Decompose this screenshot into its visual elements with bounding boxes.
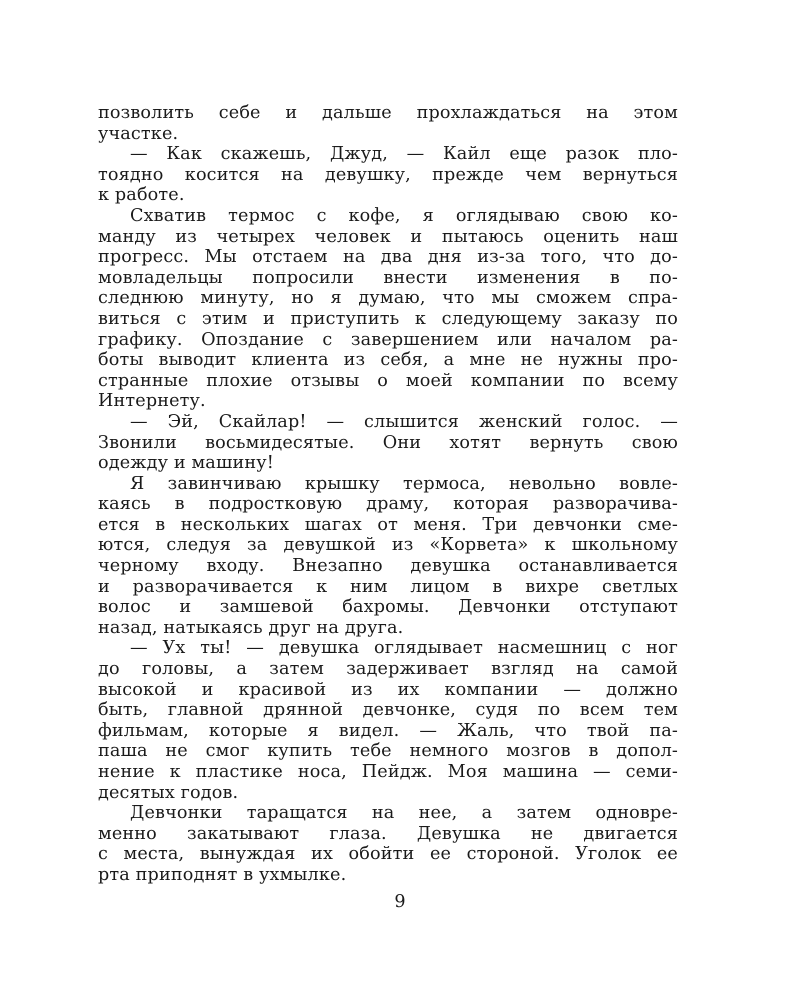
text-line: десятых годов. [98, 782, 239, 803]
text-line: назад, натыкаясь друг на друга. [98, 617, 404, 638]
text-line: черному входу. Внезапно девушка останавливается [98, 556, 678, 577]
text-line: менно закатывают глаза. Девушка не двигается [98, 823, 678, 844]
text-line: ется в нескольких шагах от меня. Три девчонки сме- [98, 514, 678, 535]
text-line: рта приподнят в ухмылке. [98, 864, 347, 885]
text-line: следнюю минуту, но я думаю, что мы сможем спра- [98, 288, 678, 309]
text-line: каясь в подростковую драму, которая разворачива- [98, 494, 678, 515]
text-line: и разворачивается к ним лицом в вихре светлых [98, 576, 678, 597]
text-line: странные плохие отзывы о моей компании по всему [98, 370, 678, 391]
text-line: графику. Опоздание с завершением или началом ра- [98, 329, 678, 350]
text-line: высокой и красивой из их компании — должно [98, 679, 678, 700]
body-text [98, 103, 678, 886]
text-line: — Эй, Скайлар! — слышится женский голос. — [130, 411, 678, 432]
text-line: — Ух ты! — девушка оглядывает насмешниц с ног [130, 638, 678, 659]
text-line: паша не смог купить тебе немного мозгов в допол- [98, 741, 678, 762]
text-line: участке. [98, 123, 179, 144]
text-line: виться с этим и приступить к следующему заказу по [98, 308, 678, 329]
text-line: Схватив термос с кофе, я оглядываю свою ко- [130, 205, 678, 226]
text-line: мовладельцы попросили внести изменения в по- [98, 267, 678, 288]
text-line: — Как скажешь, Джуд, — Кайл еще разок пло- [130, 144, 678, 165]
text-line: до головы, а затем задерживает взгляд на самой [98, 659, 678, 680]
text-line: Звонили восьмидесятые. Они хотят вернуть свою [98, 432, 678, 453]
text-line: волос и замшевой бахромы. Девчонки отступают [98, 597, 678, 618]
text-line: тоядно косится на девушку, прежде чем вернуться [98, 164, 678, 185]
text-line: прогресс. Мы отстаем на два дня из-за того, что до- [98, 247, 678, 268]
text-line: Девчонки таращатся на нее, а затем одновре- [130, 803, 678, 824]
text-line: одежду и машину! [98, 453, 274, 474]
text-line: Интернету. [98, 391, 206, 412]
text-line: с места, вынуждая их обойти ее стороной. Уголок ее [98, 844, 678, 865]
text-line: фильмам, которые я видел. — Жаль, что твой па- [98, 720, 678, 741]
text-line: боты выводит клиента из себя, а мне не нужны про- [98, 350, 678, 371]
text-line: нение к пластике носа, Пейдж. Моя машина — семи- [98, 762, 678, 782]
text-line: позволить себе и дальше прохлаждаться на этом [98, 103, 678, 123]
text-line: ются, следуя за девушкой из «Корвета» к школьному [98, 535, 678, 556]
text-line: Я завинчиваю крышку термоса, невольно вовле- [130, 473, 678, 494]
text-line: быть, главной дрянной девчонке, судя по всем тем [98, 700, 678, 721]
page-number: 9 [394, 892, 406, 912]
text-line: манду из четырех человек и пытаюсь оценить наш [98, 226, 678, 247]
text-line: к работе. [98, 185, 185, 206]
